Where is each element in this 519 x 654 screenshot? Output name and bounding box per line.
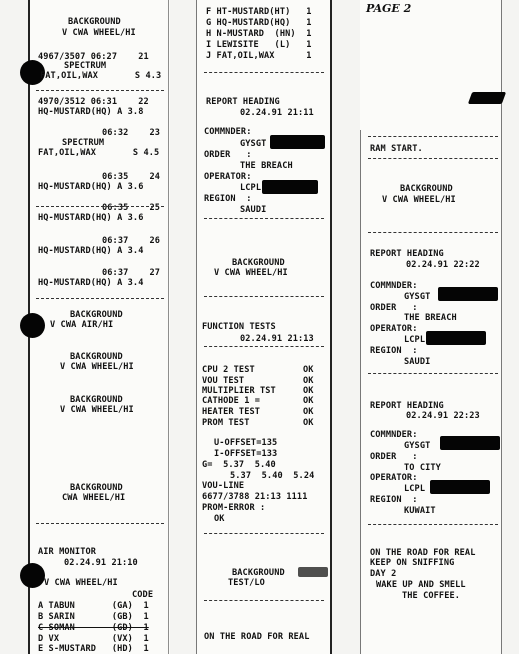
c3-line: REPORT HEADING: [370, 401, 444, 411]
redaction-bar: [426, 331, 486, 345]
divider: [204, 346, 324, 347]
c2-line: FUNCTION TESTS: [202, 322, 276, 332]
divider: [36, 298, 164, 299]
c3-line: KEEP ON SNIFFING: [370, 558, 455, 568]
c3-line: REGION :: [370, 495, 418, 505]
c1-line: V CWA AIR/HI: [50, 320, 114, 330]
c2-line: HEATER TEST: [202, 407, 261, 417]
c2-line: 02.24.91 21:13: [240, 334, 314, 344]
strip-edge: [360, 130, 361, 654]
strip-edge: [330, 0, 332, 654]
c2-line: G= 5.37 5.40: [202, 460, 276, 470]
redaction-bar: [270, 135, 325, 149]
c1-line: 06:35 24: [102, 172, 161, 182]
c3-line: RAM START.: [370, 144, 423, 154]
c2-line: I-OFFSET=133: [214, 449, 278, 459]
c2-line: LCPL: [240, 183, 262, 193]
c3-line: BACKGROUND: [400, 184, 453, 194]
c1-line: CODE: [132, 590, 154, 600]
divider: [204, 296, 324, 297]
c2-line: 5.37 5.40 5.24: [230, 471, 315, 481]
divider: [204, 533, 324, 534]
c1-line: BACKGROUND: [68, 17, 121, 27]
c1-line: C SOMAN (GD) 1: [38, 623, 149, 633]
c1-line: 06:35 25: [102, 203, 161, 213]
c2-line: 02.24.91 21:11: [240, 108, 314, 118]
c2-line: SAUDI: [240, 205, 267, 215]
c1-line: 4967/3507 06:27 21: [38, 52, 149, 62]
c1-line: 02.24.91 21:10: [64, 558, 138, 568]
c3-line: V CWA WHEEL/HI: [382, 195, 456, 205]
c1-line: B SARIN (GB) 1: [38, 612, 149, 622]
c2-line: OK: [303, 418, 314, 428]
c2-line: U-OFFSET=135: [214, 438, 278, 448]
punch-hole: [20, 313, 45, 338]
c3-line: LCPL: [404, 335, 426, 345]
c3-line: COMMNDER:: [370, 430, 418, 440]
handwritten-page-note: PAGE 2: [366, 2, 412, 15]
c2-line: OK: [303, 376, 314, 386]
divider: [204, 600, 324, 601]
divider: [368, 524, 498, 525]
c3-line: THE COFFEE.: [402, 591, 461, 601]
c2-line: REGION :: [204, 194, 252, 204]
c2-line: REPORT HEADING: [206, 97, 280, 107]
c1-line: 4970/3512 06:31 22: [38, 97, 149, 107]
c3-line: OPERATOR:: [370, 473, 418, 483]
c3-line: REGION :: [370, 346, 418, 356]
c3-line: THE BREACH: [404, 313, 457, 323]
c1-line: BACKGROUND: [70, 352, 123, 362]
redaction-bar: [298, 567, 328, 577]
c1-line: 06:32 23: [102, 128, 161, 138]
c2-line: VOU TEST: [202, 376, 245, 386]
c2-line: OK: [214, 514, 225, 524]
c2-line: ORDER :: [204, 150, 252, 160]
c1-line: 06:37 26: [102, 236, 161, 246]
divider: [368, 136, 498, 137]
c1-line: AIR MONITOR: [38, 547, 97, 557]
c2-line: I LEWISITE (L) 1: [206, 40, 312, 50]
c3-line: WAKE UP AND SMELL: [376, 580, 466, 590]
divider: [204, 218, 324, 219]
c1-line: BACKGROUND: [70, 310, 123, 320]
divider: [36, 90, 164, 91]
c3-line: DAY 2: [370, 569, 397, 579]
c2-line: ON THE ROAD FOR REAL: [204, 632, 310, 642]
c3-line: KUWAIT: [404, 506, 436, 516]
redaction-bar: [430, 480, 490, 494]
c2-line: H N-MUSTARD (HN) 1: [206, 29, 312, 39]
c1-line: 06:37 27: [102, 268, 161, 278]
divider: [368, 232, 498, 233]
c3-line: ORDER :: [370, 303, 418, 313]
c1-line: FAT,OIL,WAX S 4.5: [38, 148, 160, 158]
c2-line: MULTIPLIER TST: [202, 386, 276, 396]
c1-line: V CWA WHEEL/HI: [60, 405, 134, 415]
c1-line: HQ-MUSTARD(HQ) A 3.6: [38, 182, 144, 192]
c1-line: HQ-MUSTARD(HQ) A 3.8: [38, 107, 144, 117]
c2-line: COMMNDER:: [204, 127, 252, 137]
divider: [36, 523, 164, 524]
c1-line: SPECTRUM: [64, 61, 107, 71]
c2-line: J FAT,OIL,WAX 1: [206, 51, 312, 61]
c2-line: VOU-LINE: [202, 481, 245, 491]
c1-line: SPECTRUM: [62, 138, 105, 148]
c2-line: BACKGROUND: [232, 568, 285, 578]
c2-line: OPERATOR:: [204, 172, 252, 182]
c1-line: E S-MUSTARD (HD) 1: [38, 644, 149, 654]
c3-line: TO CITY: [404, 463, 441, 473]
c2-line: BACKGROUND: [232, 258, 285, 268]
c3-line: COMMNDER:: [370, 281, 418, 291]
c1-line: BACKGROUND: [70, 395, 123, 405]
c3-line: 02.24.91 22:23: [406, 411, 480, 421]
redaction-bar: [438, 287, 498, 301]
c3-line: ORDER :: [370, 452, 418, 462]
c1-line: HQ-MUSTARD(HQ) A 3.6: [38, 213, 144, 223]
c2-line: TEST/LO: [228, 578, 265, 588]
scan-mark: [468, 92, 506, 104]
c2-line: GYSGT: [240, 139, 267, 149]
c2-line: THE BREACH: [240, 161, 293, 171]
divider: [368, 373, 498, 374]
punch-hole: [20, 563, 45, 588]
c2-line: PROM-ERROR :: [202, 503, 266, 513]
c3-line: GYSGT: [404, 292, 431, 302]
redaction-bar: [262, 180, 318, 194]
c1-line: CWA WHEEL/HI: [62, 493, 126, 503]
c3-line: ON THE ROAD FOR REAL: [370, 548, 476, 558]
c1-line: BACKGROUND: [70, 483, 123, 493]
c3-line: OPERATOR:: [370, 324, 418, 334]
c3-line: GYSGT: [404, 441, 431, 451]
divider: [368, 158, 498, 159]
c2-line: CATHODE 1 =: [202, 396, 261, 406]
c3-line: REPORT HEADING: [370, 249, 444, 259]
c2-line: OK: [303, 407, 314, 417]
c2-line: G HQ-MUSTARD(HQ) 1: [206, 18, 312, 28]
c1-line: V CWA WHEEL/HI: [62, 28, 136, 38]
c1-line: D VX (VX) 1: [38, 634, 149, 644]
c1-line: V CWA WHEEL/HI: [44, 578, 118, 588]
redaction-bar: [440, 436, 500, 450]
c2-line: PROM TEST: [202, 418, 250, 428]
c2-line: CPU 2 TEST: [202, 365, 255, 375]
c1-line: A TABUN (GA) 1: [38, 601, 149, 611]
c1-line: FAT,OIL,WAX S 4.3: [40, 71, 162, 81]
c1-line: HQ-MUSTARD(HQ) A 3.4: [38, 246, 144, 256]
c2-line: F HT-MUSTARD(HT) 1: [206, 7, 312, 17]
c2-line: 6677/3788 21:13 1111: [202, 492, 308, 502]
c3-line: SAUDI: [404, 357, 431, 367]
strip-edge: [168, 0, 169, 654]
divider: [36, 206, 164, 207]
c3-line: 02.24.91 22:22: [406, 260, 480, 270]
strip-edge: [196, 0, 197, 654]
c2-line: OK: [303, 396, 314, 406]
c1-line: HQ-MUSTARD(HQ) A 3.4: [38, 278, 144, 288]
c2-line: OK: [303, 386, 314, 396]
c3-line: LCPL: [404, 484, 426, 494]
c2-line: V CWA WHEEL/HI: [214, 268, 288, 278]
divider: [204, 72, 324, 73]
c1-line: V CWA WHEEL/HI: [60, 362, 134, 372]
c2-line: OK: [303, 365, 314, 375]
